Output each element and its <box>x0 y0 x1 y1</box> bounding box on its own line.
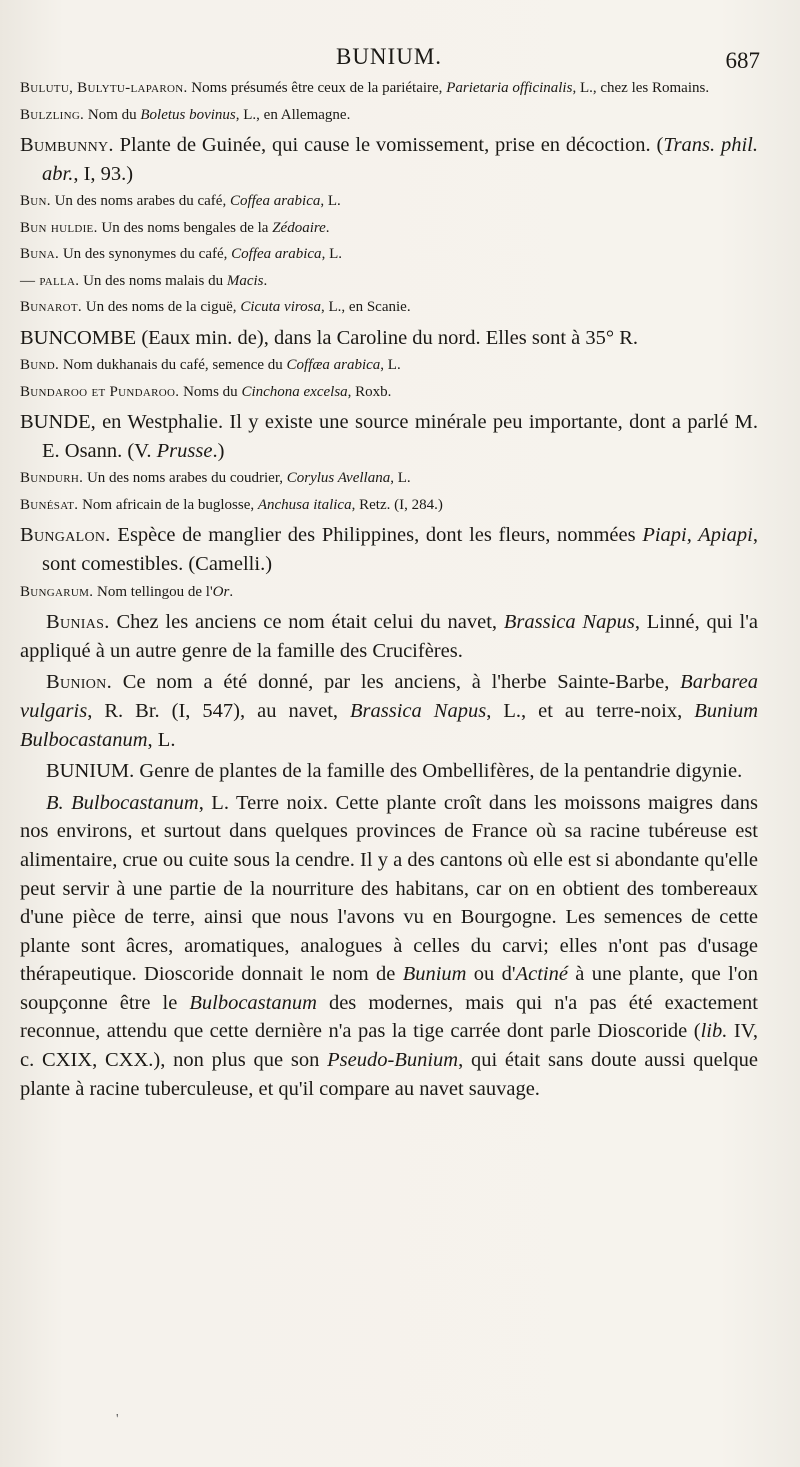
entry-text-end: , L., en Allemagne. <box>235 106 351 123</box>
entry-text-end: . <box>325 219 330 236</box>
entry-term: Bumbunny. <box>20 134 114 156</box>
entry-term: Bungarum. <box>20 583 94 600</box>
entry-text-end: , L., en Scanie. <box>321 299 411 316</box>
entry-text-end: . <box>229 583 234 600</box>
entry-term: Bundaroo et Pundaroo. <box>20 383 180 400</box>
paragraph-text: Genre de plantes de la famille des Ombellifères, de la pentandrie digynie. <box>134 760 743 783</box>
entry-bund <box>20 355 758 377</box>
entry-text-end: , I, 93.) <box>73 162 134 185</box>
page-number: 687 <box>725 48 760 73</box>
entry-italic: Coffæa arabica <box>286 357 381 374</box>
paragraph-term: Bunion. <box>46 671 113 694</box>
entry-bungarum <box>20 582 758 604</box>
entry-text: Nom dukhanais du café, semence du <box>59 357 287 374</box>
entry-italic: Zédoaire <box>272 219 326 236</box>
main-italic: Bunium <box>402 963 467 986</box>
entry-italic: Coffea arabica <box>229 193 321 210</box>
entry-italic: Corylus Avellana <box>286 470 391 487</box>
entry-text-end: .) <box>212 439 225 462</box>
main-italic: Pseudo-Bunium <box>327 1049 459 1072</box>
paragraph-text: , R. Br. (I, 547), au navet, <box>87 699 351 722</box>
entry-text: Plante de Guinée, qui cause le vomissement, prise en décoction. ( <box>113 134 664 156</box>
entry-italic: Coffea arabica <box>231 246 322 263</box>
entry-italic: Piapi, Apiapi <box>642 524 753 547</box>
entry-text: Espèce de manglier des Philippines, dont les fleurs, nommées <box>110 524 643 547</box>
entry-italic: Or <box>212 583 230 600</box>
entry-text-end: , L. <box>380 357 401 374</box>
main-text: ou d' <box>466 963 516 986</box>
entry-term: Buna. <box>20 246 60 263</box>
entry-bun-huldie <box>20 218 758 240</box>
entry-text: Noms du <box>179 383 242 400</box>
entry-term: Bungalon. <box>20 524 111 547</box>
entry-text: Nom du <box>84 106 141 123</box>
entry-italic: Parietaria officinalis <box>446 80 573 96</box>
footer-mark: ' <box>116 1412 119 1427</box>
main-text: à une plante, que l'on soupçonne être le <box>20 963 758 1014</box>
paragraph-italic: Brassica Napus <box>503 611 635 634</box>
main-italic: Bulbocastanum <box>189 991 317 1014</box>
entry-term: Bunésat. <box>20 496 79 513</box>
entry-palla <box>20 271 758 293</box>
entry-bunesat <box>20 495 758 517</box>
entry-text-end: , L., chez les Romains. <box>572 80 710 96</box>
entry-italic: Prusse <box>156 439 213 462</box>
running-header <box>20 44 758 78</box>
entry-term: Bulzling. <box>20 106 85 123</box>
entry-italic: Anchusa italica <box>257 496 352 513</box>
entry-text-end: , Retz. (I, 284.) <box>351 496 443 513</box>
entry-term: Bunarot. <box>20 299 82 316</box>
entry-text: , en Westphalie. Il y existe une source minérale peu importante, dont a parlé M. E. Osann. (V. <box>42 411 758 462</box>
entry-bunde <box>20 408 758 465</box>
entry-text-end: , sont comestibles. (Camelli.) <box>42 524 758 576</box>
paragraph-text: Chez les anciens ce nom était celui du navet, <box>109 611 504 634</box>
paragraph-italic: Bunium Bulbocastanum <box>20 699 759 751</box>
main-text: IV, c. CXIX, CXX.), non plus que son <box>20 1020 758 1072</box>
entry-text: Nom africain de la buglosse, <box>78 496 258 513</box>
entry-text: Un des noms bengales de la <box>97 219 273 236</box>
entry-text: Nom tellingou de l' <box>93 583 213 600</box>
paragraph-italic: Barbarea vulgaris <box>20 671 758 722</box>
entry-text: Un des noms arabes du coudrier, <box>83 470 287 487</box>
entry-text: Un des noms malais du <box>79 272 227 289</box>
paragraph-text: , L., et au terre-noix, <box>486 699 695 722</box>
main-italic: B. Bulbocastanum <box>46 791 199 814</box>
paragraph-bunion <box>20 668 758 754</box>
paragraph-text: Ce nom a été donné, par les anciens, à l'herbe Sainte-Barbe, <box>112 671 681 694</box>
paragraph-text-end: , L. <box>147 728 176 751</box>
entry-italic: Boletus bovinus <box>140 106 236 123</box>
paragraph-bunias <box>20 608 758 665</box>
entry-buna <box>20 244 758 266</box>
entry-text-end: , Roxb. <box>347 383 392 400</box>
entry-text-end: , L. <box>321 246 342 263</box>
entry-term: Bund. <box>20 357 60 374</box>
entry-text-end: , L. <box>320 193 341 210</box>
entry-term: — palla. <box>20 272 80 289</box>
main-text: des modernes, mais qui n'a pas été exactement reconnue, attendu que cette dernière n'a pas la tige carrée dont parle Dioscoride ( <box>20 991 758 1043</box>
entry-term: Bulutu, Bulytu-laparon. <box>20 80 188 96</box>
entry-bumbunny <box>20 131 758 188</box>
paragraph-term: BUNIUM. <box>46 760 135 783</box>
entry-bulutu <box>20 78 758 100</box>
entry-term: Bundurh. <box>20 470 84 487</box>
paragraph-bunium <box>20 757 758 786</box>
entry-text-end: , L. <box>390 470 411 487</box>
entry-text-end: . <box>263 272 268 289</box>
paragraph-italic: Brassica Napus <box>350 699 487 722</box>
entry-bulzling <box>20 105 758 127</box>
entry-text: Un des synonymes du café, <box>59 246 232 263</box>
entry-term: BUNDE <box>20 411 91 434</box>
entry-text: (Eaux min. de), dans la Caroline du nord. Elles sont à 35° R. <box>136 326 638 349</box>
paragraph-term: Bunias. <box>46 611 110 634</box>
entry-bunarot <box>20 297 758 319</box>
main-text: , L. Terre noix. Cette plante croît dans les moissons maigres dans nos environs, et surtout dans quelques provinces de France où sa racine tubéreuse est alimentaire, crue ou cuite sous la cendre. Il y a des cantons où elle est si abondante qu'elle peut servir à une partie de la nourriture des habitans, car on en obtient des tombereaux d'une pièce de terre, ainsi que nous l'avons vu en Bourgogne. Les semences de cette plante sont âcres, aromatiques, analogues à celles du carvi; elles n'ont pas d'usage thérapeutique. Dioscoride donnait le nom de <box>20 791 758 986</box>
entry-term: Bun. <box>20 193 51 210</box>
paragraph-text-end: , Linné, qui l'a appliqué à un autre genre de la famille des Crucifères. <box>20 611 759 662</box>
entry-text: Un des noms de la ciguë, <box>82 299 241 316</box>
entry-bundaroo <box>20 382 758 404</box>
entry-bundurh <box>20 468 758 490</box>
paragraph-bulbocastanum <box>20 789 758 1104</box>
main-italic: Actiné <box>515 963 568 986</box>
page-title: BUNIUM. <box>335 44 443 69</box>
main-text-end: , qui était sans doute aussi quelque plante à racine tuberculeuse, et qu'il compare au navet sauvage. <box>20 1049 758 1100</box>
entry-bungalon <box>20 521 758 578</box>
main-italic: lib. <box>700 1020 728 1043</box>
entry-italic: Cicuta virosa <box>240 299 322 316</box>
entry-term: BUNCOMBE <box>20 326 137 349</box>
entry-text: Noms présumés être ceux de la pariétaire, <box>187 80 447 96</box>
entry-term: Bun huldie. <box>20 219 98 236</box>
entry-italic: Trans. phil. abr. <box>42 134 758 185</box>
entry-text: Un des noms arabes du café, <box>50 193 230 210</box>
entry-italic: Macis <box>226 272 264 289</box>
entry-bun <box>20 191 758 213</box>
entry-buncombe <box>20 324 758 353</box>
entry-italic: Cinchona excelsa <box>241 383 348 400</box>
